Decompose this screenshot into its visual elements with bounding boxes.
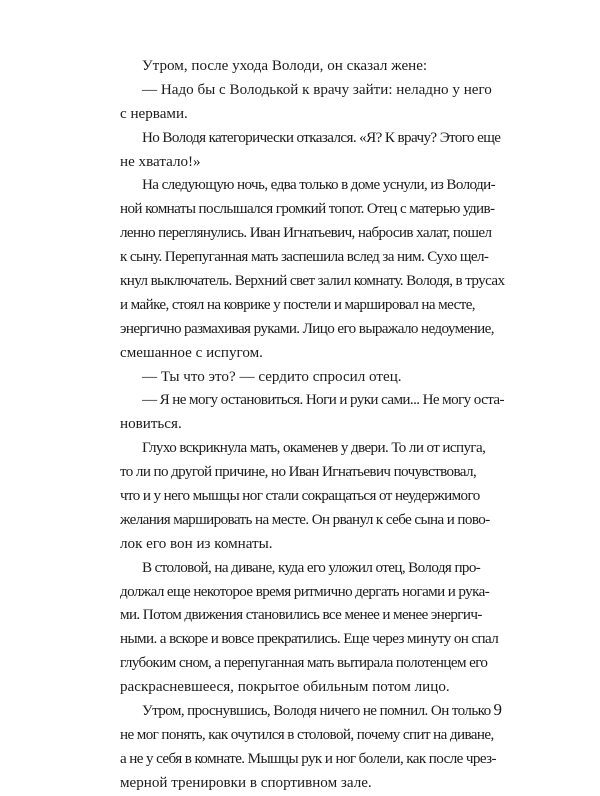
text-line: не хватало!» <box>120 153 201 170</box>
text-line: не мог понять, как очутился в столовой, почему спит на диване, <box>120 726 494 743</box>
text-line: — Ты что это? — сердито спросил отец. <box>142 368 402 385</box>
text-line: — Надо бы с Володькой к врачу зайти: неладно у него <box>142 81 492 98</box>
text-line: глубоким сном, а перепуганная мать вытирала полотенцем его <box>120 655 488 672</box>
text-line: В столовой, на диване, куда его уложил отец, Володя про- <box>142 559 481 576</box>
text-line: то ли по другой причине, но Иван Игнатьевич почувствовал, <box>120 464 477 481</box>
text-line: что и у него мышцы ног стали сокращаться от неудержимого <box>120 488 480 505</box>
text-line: ленно переглянулись. Иван Игнатьевич, набросив халат, пошел <box>120 225 492 242</box>
text-line: должал еще некоторое время ритмично дергать ногами и рука- <box>120 583 490 600</box>
text-line: Утром, после ухода Володи, он сказал жене: <box>142 58 428 74</box>
text-line: На следующую ночь, едва только в доме уснули, из Володи- <box>142 177 495 194</box>
text-line: — Я не могу остановиться. Ноги и руки сами... Не могу оста- <box>142 392 504 409</box>
text-line: ными. а вскоре и вовсе прекратились. Еще через минуту он спал <box>120 631 499 648</box>
text-line: кнул выключатель. Верхний свет залил комнату. Володя, в трусах <box>120 273 505 290</box>
text-line: и майке, стоял на коврике у постели и маршировал на месте, <box>120 296 475 313</box>
text-line: желания маршировать на месте. Он рванул к себе сына и пово- <box>120 511 490 528</box>
page-number: 9 <box>493 700 502 719</box>
text-line: Утром, проснувшись, Володя ничего не помнил. Он только <box>142 703 491 720</box>
text-line: смешанное с испугом. <box>120 344 263 361</box>
text-line: Глухо вскрикнула мать, окаменев у двери. То ли от испуга, <box>142 440 486 457</box>
text-line: энергично размахивая руками. Лицо его выражало недоумение, <box>120 320 494 337</box>
text-line: с нервами. <box>120 105 188 122</box>
body-text <box>120 55 505 796</box>
text-line: ной комнаты послышался громкий топот. Отец с матерью удив- <box>120 201 495 218</box>
text-line: ми. Потом движения становились все менее и менее энергич- <box>120 607 482 624</box>
text-line: а не у себя в комнате. Мышцы рук и ног болели, как после чрез- <box>120 750 496 767</box>
text-line: новиться. <box>120 416 182 433</box>
text-line: к сыну. Перепуганная мать заспешила вслед за ним. Сухо щел- <box>120 249 489 266</box>
text-line: раскрасневшееся, покрытое обильным потом лицо. <box>120 679 450 696</box>
text-line: лок его вон из комнаты. <box>120 535 273 552</box>
text-line: Но Володя категорически отказался. «Я? К врачу? Этого еще <box>142 129 501 146</box>
text-line: мерной тренировки в спортивном зале. <box>120 774 372 791</box>
